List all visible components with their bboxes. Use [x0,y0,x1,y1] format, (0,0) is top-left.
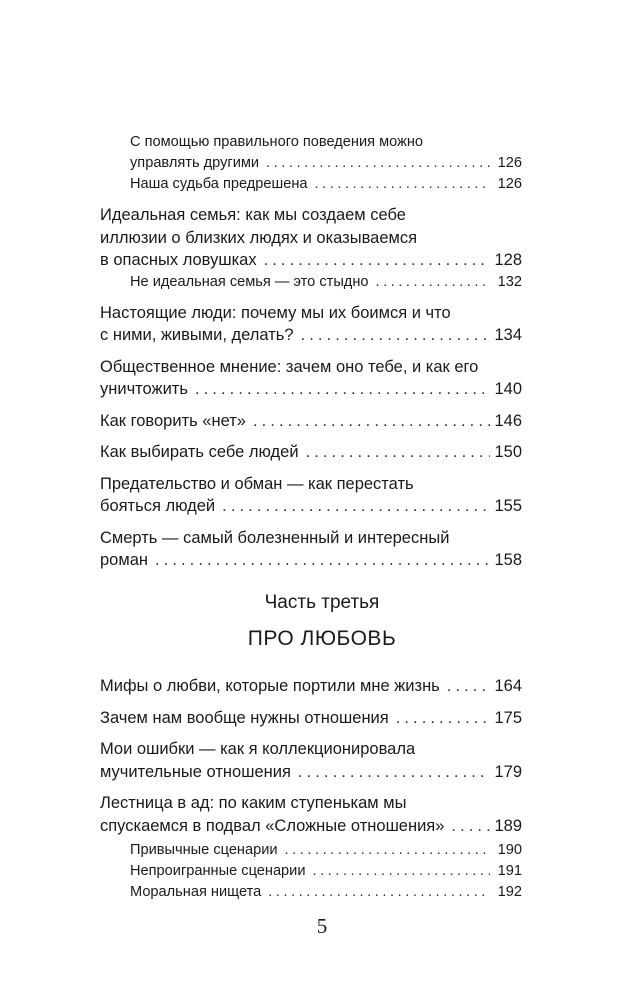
toc-entry [100,707,522,730]
dot-leader [315,174,490,195]
toc-entry-last-line [100,378,522,401]
toc-section-part-two [100,132,522,572]
toc-entry-last-line [130,882,522,903]
toc-entry-last-line [100,761,522,784]
dot-leader [195,378,490,401]
toc-entry [100,356,522,401]
toc-page-number: 155 [494,497,522,515]
toc-page-number: 146 [494,411,522,430]
toc-entry-title-line: Как говорить «нет» [100,411,246,430]
toc-entry-title-line: Мифы о любви, которые портили мне жизнь [100,677,440,695]
toc-entry [100,302,522,347]
toc-entry-last-line [130,840,522,861]
toc-entry-title-line: Предательство и обман — как перестать [100,474,414,493]
toc-page-number: 164 [494,677,522,695]
toc-entry-last-line [130,272,522,293]
toc-entry [100,840,522,861]
toc-entry [100,882,522,903]
toc-page-number: 158 [494,551,522,569]
toc-entry-last-line [100,549,522,572]
toc-entry-last-line [100,675,522,698]
dot-leader [376,272,491,293]
toc-entry-title-line: Мои ошибки — как я коллекционировала [100,740,416,758]
toc-entry-title-line: Настоящие люди: почему мы их боимся и что [100,303,451,322]
toc-entry [100,527,522,572]
toc-entry-title-line: Идеальная семья: как мы создаем себе [100,206,406,224]
toc-entry [100,675,522,698]
toc-entry-last-line [100,441,522,464]
toc-entry-last-line [100,495,522,518]
toc-entry-title-line: управлять другими [130,155,260,171]
toc-entry-title-line: в опасных ловушках [100,251,257,269]
toc-entry-title-line: Не идеальная семья — это стыдно [130,273,369,290]
toc-entry-title-line: Смерть — самый болезненный и интересный [100,528,450,547]
dot-leader [155,549,490,572]
toc-entry-title-line: иллюзии о близких людях и оказываемся [100,228,418,247]
toc-page-number: 126 [497,176,522,192]
toc-page-number: 150 [494,443,522,461]
toc-entry-title-line: Привычные сценарии [130,842,278,858]
dot-leader [298,761,490,784]
toc-page-number: 128 [494,251,522,269]
toc-entry-title-line: Как выбирать себе людей [100,443,299,461]
toc-entry-title-line: Общественное мнение: зачем оно тебе, и как его [100,357,479,376]
dot-leader [396,707,490,730]
toc-entry [100,132,522,174]
toc-entry-last-line [130,174,522,195]
toc-entry [100,410,522,433]
toc-page-number: 191 [497,863,522,879]
toc-page-number: 190 [497,842,522,858]
dot-leader [266,153,490,174]
toc-entry-title-line: Лестница в ад: по каким ступенькам мы [100,794,407,812]
toc-entry-title-line: Моральная нищета [130,884,262,900]
toc-entry [100,441,522,464]
dot-leader [285,840,490,861]
toc-page-number: 192 [497,884,522,900]
dot-leader [222,495,490,518]
dot-leader [253,410,490,433]
toc-entry-last-line [100,410,522,433]
page-number: 5 [316,914,328,938]
toc-entry-title-line: спускаемся в подвал «Сложные отношения» [100,816,445,835]
toc-entry-last-line [100,707,522,730]
toc-entry-title-line: мучительные отношения [100,762,291,781]
toc-entry [100,473,522,518]
toc-entry-title-line: с ними, живыми, делать? [100,326,294,344]
toc-entry [100,738,522,783]
toc-entry [100,204,522,272]
dot-leader [447,675,490,698]
toc-entry-title-line: С помощью правильного поведения можно [130,134,424,150]
toc-page-number: 132 [497,273,522,290]
dot-leader [306,441,490,464]
toc-entry-title-line: Наша судьба предрешена [130,176,308,192]
toc-entry-last-line [100,249,522,272]
toc-entry-last-line [100,324,522,347]
toc-entry-title-line: бояться людей [100,497,216,515]
toc-page-number: 126 [497,155,522,171]
toc-entry-title-line: Зачем нам вообще нужны отношения [100,708,389,727]
toc-entry-title-line: роман [100,551,148,569]
toc-entry [100,792,522,837]
dot-leader [301,324,490,347]
toc-entry [100,272,522,293]
toc-entry-title-line: Непроигранные сценарии [130,863,306,879]
toc-entry-last-line [130,861,522,882]
toc-page-number: 179 [494,762,522,781]
dot-leader [264,249,490,272]
toc-entry [100,861,522,882]
dot-leader [451,815,490,838]
toc-entry [100,174,522,195]
dot-leader [268,882,490,903]
part-label: Часть третья [264,592,380,613]
toc-page-number: 189 [494,816,522,835]
toc-entry-last-line [130,153,522,174]
toc-page-number: 140 [494,380,522,398]
toc-entry-last-line [100,815,522,838]
dot-leader [312,861,490,882]
toc-page-number: 134 [494,326,522,344]
toc-page-number: 175 [494,708,522,727]
toc-section-part-three [100,675,522,903]
part-title: ПРО ЛЮБОВЬ [247,627,397,650]
toc-entry-title-line: уничтожить [100,380,188,398]
